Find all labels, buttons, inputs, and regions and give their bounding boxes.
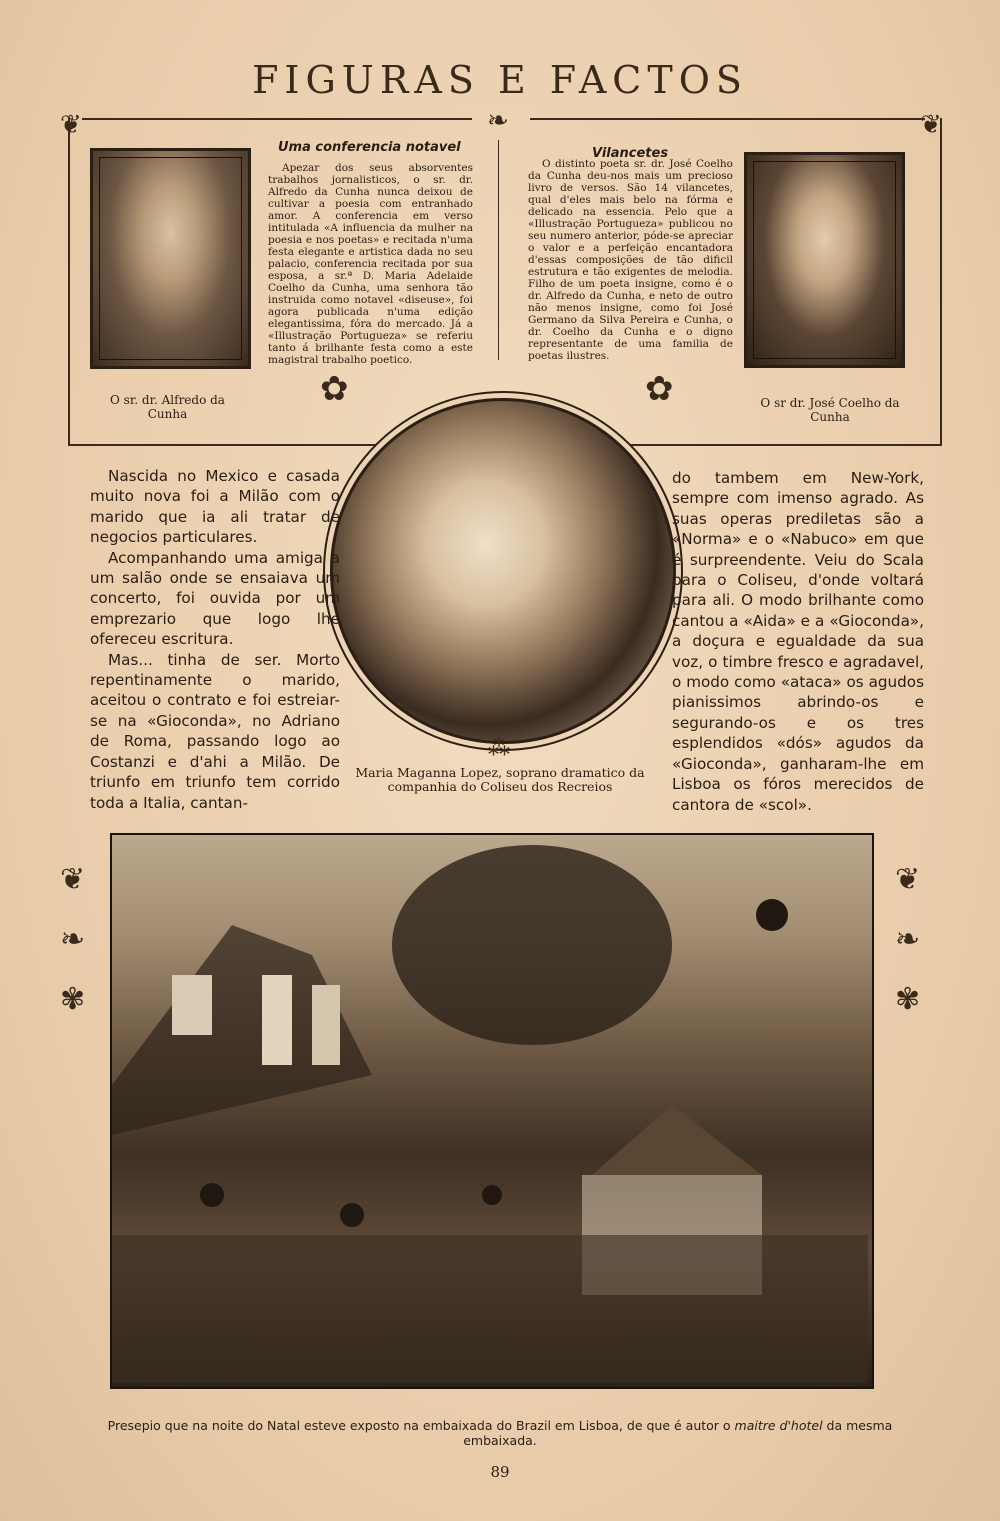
article-body-left <box>90 466 340 813</box>
portrait-caption-left: O sr. dr. Alfredo da Cunha <box>110 393 225 421</box>
medallion-caption: Maria Maganna Lopez, soprano dramatico da companhia do Coliseu dos Recreios <box>355 765 645 794</box>
column-text: O distinto poeta sr. dr. José Coelho da Cunha deu-nos mais um precioso livro de versos. São 14 vilancetes, qual d'eles mais belo na fórma e delicado na essencia. Pelo que a «Illustração Portugueza» publicou no seu numero anterior, póde-se apreciar o valor e a perfeição encantadora d'essas composições de tão dificil estrutura e tão exigentes de melodia. Filho de um poeta insigne, como é o dr. Alfredo da Cunha, e neto de outro não menos insigne, como foi José Germano da Silva Pereira e Cunha, o dr. Coelho da Cunha e o digno representante de uma familia de poetas ilustres. <box>528 158 733 362</box>
article-body-right <box>672 468 924 815</box>
side-floral-ornament-icon: ❦ ❧ ✾ <box>60 862 86 1017</box>
page-title: FIGURAS E FACTOS <box>252 58 748 102</box>
center-scroll-icon: ❧ <box>487 106 509 136</box>
nativity-scene-illustration <box>112 835 868 1383</box>
side-floral-ornament-icon: ❦ ❧ ✾ <box>895 862 921 1017</box>
corner-scroll-icon: ❦ <box>60 110 82 140</box>
floral-ornament-icon: ✿ <box>320 369 349 409</box>
floral-ornament-icon: ✿ <box>645 369 674 409</box>
portrait-caption-right: O sr dr. José Coelho da Cunha <box>760 396 900 424</box>
photo-caption <box>70 1418 930 1448</box>
portrait-jose-coelho-da-cunha <box>744 152 905 368</box>
page-number: 89 <box>490 1463 510 1481</box>
caption-text: da mesma embaixada. <box>463 1418 893 1448</box>
caption-text: Presepio que na noite do Natal esteve exposto na embaixada do Brazil em Lisboa, de que é autor o <box>107 1418 735 1433</box>
portrait-alfredo-da-cunha <box>90 148 251 369</box>
nativity-scene-photo <box>110 833 874 1389</box>
column-title: Uma conferencia notavel <box>278 140 461 155</box>
column-article <box>528 158 733 362</box>
column-text: Apezar dos seus absorventes trabalhos jornalisticos, o sr. dr. Alfredo da Cunha nunca deixou de cultivar a poesia com entranhado amor. A conferencia em verso intitulada «A influencia da mulher na poesia e nos poetas» e recitada n'uma festa elegante e artistica dada no seu palacio, conferencia recitada por sua esposa, a sr.ª D. Maria Adelaide Coelho da Cunha, uma senhora tão instruida como notavel «diseuse», foi agora publicada n'uma edição elegantissima, fóra do mercado. Já a «Illustração Portugueza» se referiu tanto á brilhante festa como a este magistral trabalho poetico. <box>268 162 473 366</box>
paragraph: Acompanhando uma amiga a um salão onde se ensaiava um concerto, foi ouvida por um emprezario que logo lhe ofereceu escritura. <box>90 548 340 649</box>
corner-scroll-icon: ❦ <box>920 110 942 140</box>
column-divider <box>498 140 499 360</box>
paragraph: Nascida no Mexico e casada muito nova foi a Milão com o marido que ia ali tratar de negocios particulares. <box>90 467 340 547</box>
ribbon-bow-icon: ⁂ <box>488 736 510 761</box>
paragraph: Mas... tinha de ser. Morto repentinamente o marido, aceitou o contrato e foi estreiar-se na «Gioconda», no Adriano de Roma, passando logo ao Costanzi e d'ahi a Milão. De triunfo em triunfo tem corrido toda a Italia, cantan- <box>90 650 340 812</box>
column-article <box>268 162 473 366</box>
column-title: Vilancetes <box>592 146 669 161</box>
paragraph: do tambem em New-York, sempre com imenso agrado. As suas operas prediletas são a «Norma» e o «Nabuco» em que é surpreendente. Veiu do Scala para o Coliseu, d'onde voltará para ali. O modo brilhante como cantou a «Aida» e a «Gioconda», a doçura e egualdade da sua voz, o timbre fresco e agradavel, o modo como «ataca» os agudos pianissimos abrindo-os e segurando-os e os tres esplendidos «dós» agudos da «Gioconda», ganharam-lhe em Lisboa os fóros merecidos de cantora de «scol». <box>672 469 924 814</box>
portrait-maria-maganna-lopez <box>330 398 676 744</box>
caption-italic: maitre d'hotel <box>734 1418 823 1433</box>
